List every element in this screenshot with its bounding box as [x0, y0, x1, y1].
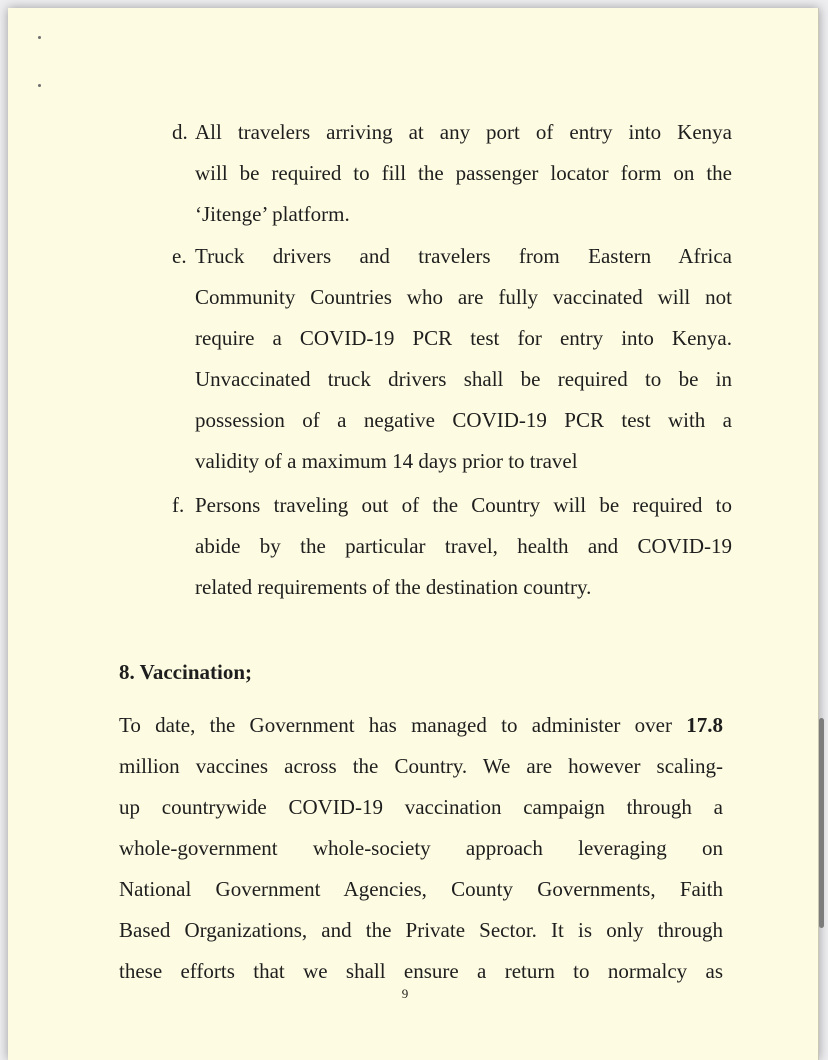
paragraph-line: Based Organizations, and the Private Sector. It is only through — [119, 918, 723, 942]
list-item-line: validity of a maximum 14 days prior to travel — [195, 449, 578, 473]
paragraph-line: million vaccines across the Country. We are however scaling- — [119, 754, 723, 778]
paragraph-line: whole-government whole-society approach leveraging on — [119, 836, 723, 860]
paragraph-text: To date, the Government has managed to administer over — [119, 713, 672, 737]
list-item-line: possession of a negative COVID-19 PCR test with a — [195, 408, 732, 432]
list-item-line: Unvaccinated truck drivers shall be required to be in — [195, 367, 732, 391]
list-item-line: Community Countries who are fully vaccinated will not — [195, 285, 732, 309]
list-item-line: Persons traveling out of the Country will be required to — [195, 493, 732, 517]
paragraph-line: National Government Agencies, County Governments, Faith — [119, 877, 723, 901]
document-page — [8, 8, 819, 1060]
list-item-line: Truck drivers and travelers from Eastern Africa — [195, 244, 732, 268]
scrollbar-thumb[interactable] — [819, 718, 824, 928]
list-item-line: abide by the particular travel, health and COVID-19 — [195, 534, 732, 558]
paragraph-line: these efforts that we shall ensure a return to normalcy as — [119, 959, 723, 983]
margin-mark — [38, 84, 41, 87]
margin-mark — [38, 36, 41, 39]
list-item-line: related requirements of the destination country. — [195, 575, 592, 599]
paragraph-line: up countrywide COVID-19 vaccination campaign through a — [119, 795, 723, 819]
list-item-line: ‘Jitenge’ platform. — [195, 202, 350, 226]
section-heading: 8. Vaccination; — [119, 660, 253, 684]
list-item-line: will be required to fill the passenger locator form on the — [195, 161, 732, 185]
page-number: 9 — [401, 986, 409, 1001]
list-item-line: require a COVID-19 PCR test for entry into Kenya. — [195, 326, 732, 350]
list-item-letter: d. — [172, 120, 188, 144]
list-item-letter: f. — [172, 493, 185, 517]
paragraph-line — [119, 705, 723, 746]
list-item-letter: e. — [172, 244, 187, 268]
vaccine-count: 17.8 — [686, 713, 724, 737]
list-item-line: All travelers arriving at any port of entry into Kenya — [195, 120, 732, 144]
